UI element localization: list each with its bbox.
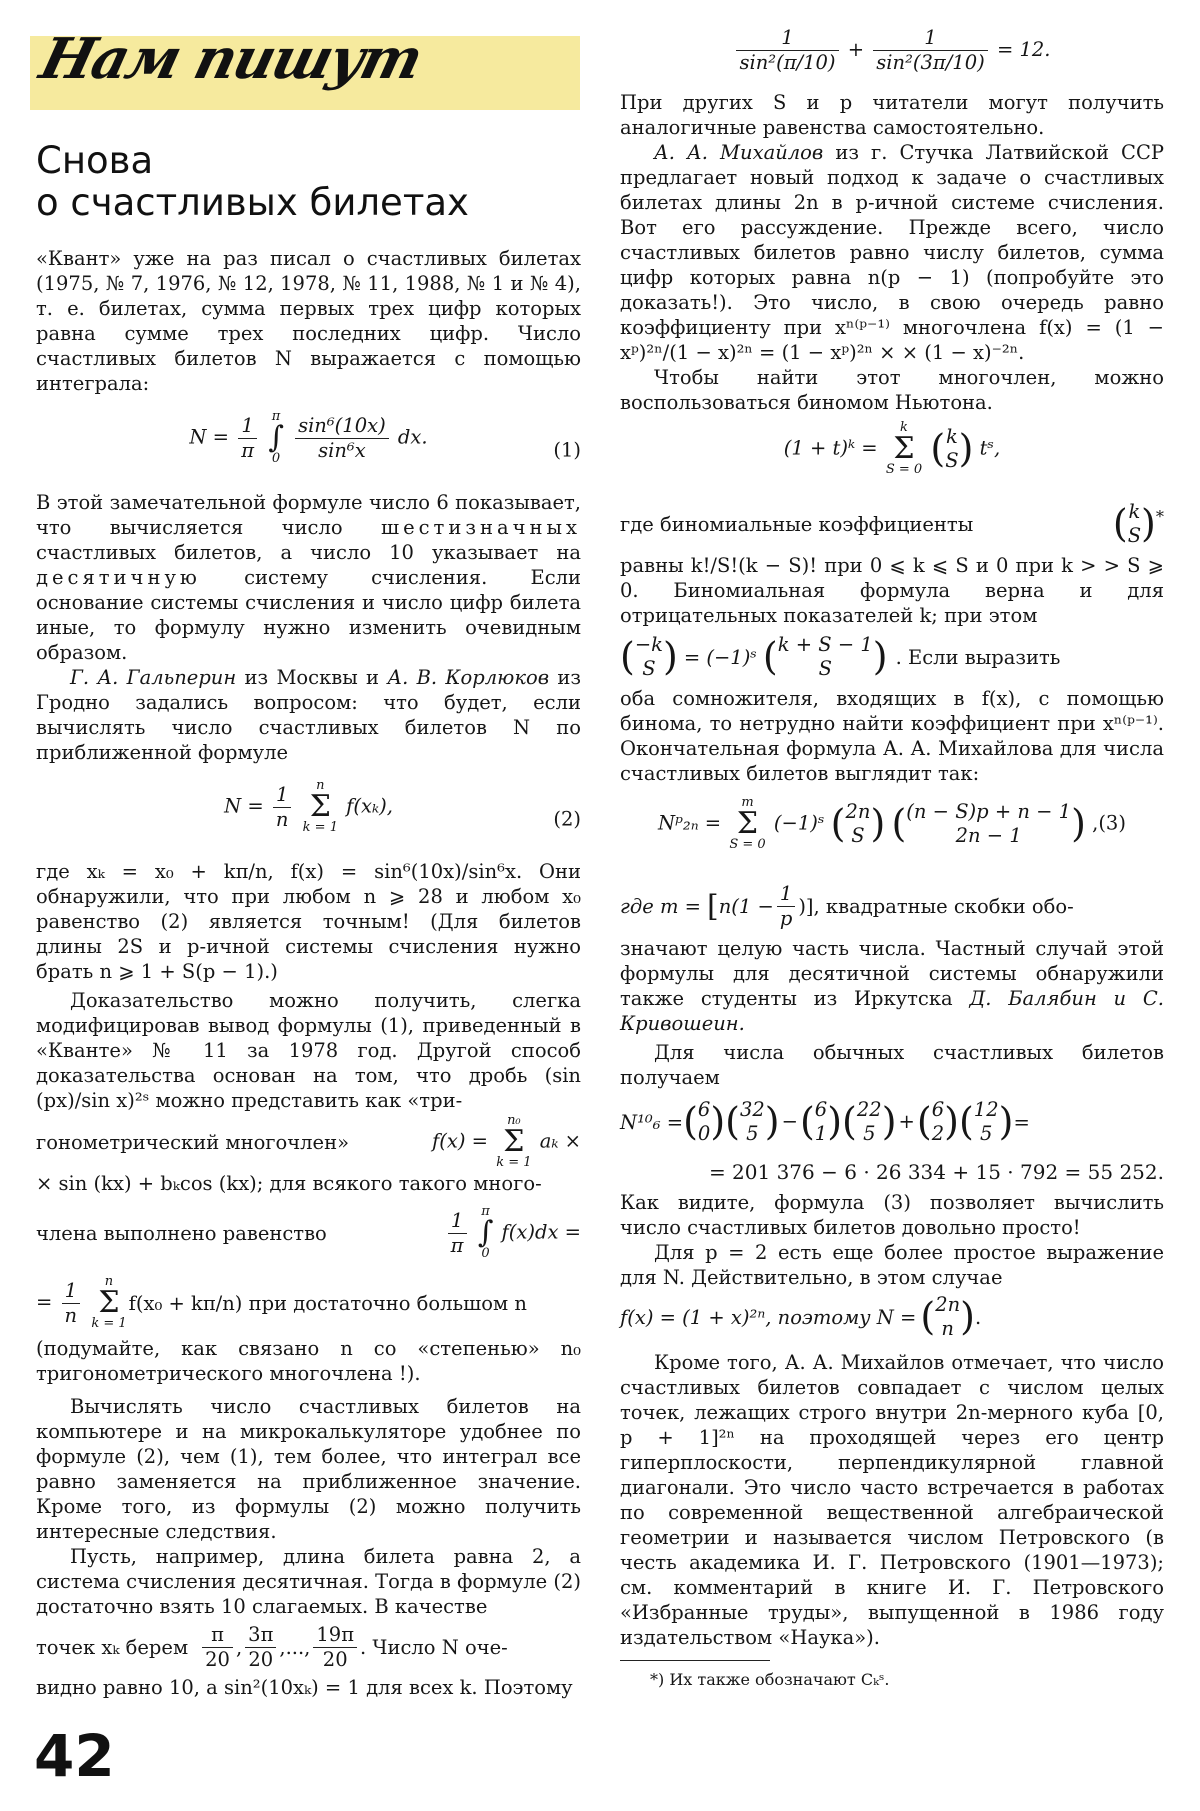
paragraph-hint: (подумайте, как связано n со «степенью» n₀ тригонометрического многочлена !).: [36, 1337, 581, 1385]
paragraph-final-formula-intro: оба сомножителя, входящих в f(x), с помощью бинома, то нетрудно найти коэффициент при xⁿ⁽ᵖ⁻¹⁾. Окончательная формула А. А. Михайлова для числа счастливых билетов выглядит так:: [620, 687, 1164, 785]
equation-binomial: (1 + t)ᵏ = k Σ S = 0 ( k S ) tˢ,: [783, 420, 1001, 477]
equation-count: N¹⁰₆ = ( 6 0 )( 32 5 ) −( 6 1 )( 22 5 ) +( 6 2 )( 12 5 ) =: [620, 1098, 1030, 1145]
paragraph-finding: где xₖ = x₀ + kπ/n, f(x) = sin⁶(10x)/sin⁶x. Они обнаружили, что при любом n ⩾ 28 и любом x₀ равенство (2) является точным! (Для билетов длины 2S и p-ичной системы счисления нужно брать n ⩾ 1 + S(p − 1).): [36, 860, 581, 983]
paragraph-p2: Для p = 2 есть еще более простое выражение для N. Действительно, в этом случае: [620, 1241, 1164, 1289]
riemann-sum-line: = $\frac{1}{n}$ n Σ k = 1 f(x₀ + kπ/n) при достаточно большом n: [36, 1274, 527, 1331]
binomial-coefficient: ( 12 5 ): [958, 1098, 1014, 1145]
sum-sign: n Σ k = 1: [91, 1274, 127, 1331]
equation-number-2: (2): [553, 807, 581, 831]
points-line: точек xₖ берем $\frac{\pi}{20}$ , $\frac{3\pi}{20}$ ,..., $\frac{19\pi}{20}$ . Число N оче-: [36, 1622, 508, 1671]
integral-equality-line: члена выполнено равенство $\frac{1}{\pi}$ π ∫ 0 f(x)dx =: [36, 1204, 581, 1261]
rubric-handwritten-title: Нам пишут: [33, 26, 428, 92]
paragraph-example: Пусть, например, длина билета равна 2, а система счисления десятичная. Тогда в формуле (2) достаточно взять 10 слагаемых. В качестве: [36, 1545, 581, 1618]
binomial-coefficient: ( 22 5 ): [842, 1098, 897, 1145]
integral-sign: π ∫ 0: [477, 1204, 494, 1261]
trig-polynomial-line: гонометрический многочлен» f(x) = n₀ Σ k = 1 aₖ ×: [36, 1113, 581, 1170]
equation-number-3: ,(3): [1092, 811, 1126, 835]
article-title: [36, 140, 581, 224]
left-column: [36, 246, 581, 1700]
equation-sum-12: $\frac{1}{\text{sin²(π/10)}}$ + $\frac{1}{\text{sin²(3π/10)}}$ = 12.: [620, 26, 1164, 86]
paragraph-newton: Чтобы найти этот многочлен, можно воспользоваться биномом Ньютона.: [620, 366, 1164, 414]
binomial-coefficient: ( 6 2 ): [916, 1098, 959, 1145]
sum-sign: k Σ S = 0: [885, 420, 923, 477]
paragraph-example-end: видно равно 10, а sin²(10xₖ) = 1 для всех k. Поэтому: [36, 1676, 573, 1699]
term-sign: −: [781, 1109, 798, 1133]
sum-sign: m Σ S = 0: [729, 795, 766, 852]
binomial-coefficient: ( 32 5 ): [725, 1098, 780, 1145]
footnote-divider: [620, 1660, 770, 1661]
equation-count-result: = 201 376 − 6 · 26 334 + 15 · 792 = 55 252.: [708, 1160, 1164, 1184]
paragraph-proof: Доказательство можно получить, слегка модифицировав вывод формулы (1), приведенный в «Кванте» № 11 за 1978 год. Другой способ доказательства основан на том, что дробь (sin (px)/sin x)²ˢ можно представить как «три-: [36, 989, 581, 1112]
paragraph-other-values: При других S и p читатели могут получить аналогичные равенства самостоятельно.: [620, 91, 1164, 139]
binomial-coefficient: ( k S ): [930, 425, 974, 472]
integer-part-line: где m = [ n(1 − $\frac{1}{p}$ )] , квадратные скобки обо-: [620, 881, 1074, 930]
binomial-coefficient: ( 6 0 ): [683, 1098, 726, 1145]
binomial-terms: [683, 1098, 1013, 1146]
equation-2: N = $\frac{1}{n}$ n Σ k = 1 f(xₖ), (2): [224, 778, 581, 835]
binomial-coefficient: ( k S )*: [1112, 500, 1164, 547]
page-number: 42: [34, 1722, 115, 1790]
paragraph-integer-part: значают целую часть числа. Частный случай этой формулы для десятичной системы обнаружили также студенты из Иркутска Д. Балябин и С. Кривошеин.: [620, 937, 1164, 1035]
title-line-2: о счастливых билетах: [36, 181, 469, 224]
binomial-coefficient: ( 6 1 ): [799, 1098, 843, 1145]
term-sign: +: [898, 1109, 915, 1133]
equation-3: Nᵖ₂ₙ = m Σ S = 0 (−1)ˢ ( 2n S ) ( (n − S)p + n − 1 2n − 1 ) ,(3): [658, 795, 1126, 852]
paragraph-intro: «Квант» уже на раз писал о счастливых билетах (1975, № 7, 1976, № 12, 1978, № 11, 1988, № 1 и № 4), т. е. билетах, сумма первых трех цифр которых равна сумме трех последних цифр. Число счастливых билетов N выражается с помощью интеграла:: [36, 247, 581, 395]
paragraph-formula-explanation: В этой замечательной формуле число 6 показывает, что вычисляется число шестизначных счастливых билетов, а число 10 указывает на десятичную систему счисления. Если основание системы счисления и число цифр билета иные, то формулу нужно изменить очевидным образом.: [36, 491, 582, 664]
binomial-coeff-line: где биномиальные коэффициенты ( k S )*: [620, 500, 1164, 547]
paragraph-galperin: Г. А. Гальперин из Москвы и А. В. Корлюков из Гродно задались вопросом: что будет, если вычислять число счастливых билетов N по приближенной формуле: [36, 666, 581, 764]
sum-sign: n₀ Σ k = 1: [496, 1113, 532, 1170]
paragraph-mikhailov: А. А. Михайлов из г. Стучка Латвийской ССР предлагает новый подход к задаче о счастливых билетах длины 2n в p-ичной системе счисления. Вот его рассуждение. Прежде всего, число счастливых билетов равно числу билетов, сумма цифр которых равна n(p − 1) (попробуйте это доказать!). Это число, в свою очередь равно коэффициенту при xⁿ⁽ᵖ⁻¹⁾ многочлена f(x) = (1 − xᵖ)²ⁿ/(1 − x)²ⁿ = (1 − xᵖ)²ⁿ × × (1 − x)⁻²ⁿ.: [620, 141, 1164, 364]
paragraph-conclusion: Как видите, формула (3) позволяет вычислить число счастливых билетов довольно просто!: [620, 1191, 1164, 1239]
integral-sign: π ∫ 0: [268, 409, 284, 466]
right-column: [620, 26, 1164, 1692]
paragraph-computer: Вычислять число счастливых билетов на компьютере и на микрокалькуляторе удобнее по формуле (2), чем (1), тем более, что интеграл все равно заменяется на приближенное значение. Кроме того, из формулы (2) можно получить интересные следствия.: [36, 1395, 581, 1543]
negative-binomial-line: ( −k S ) = (−1)ˢ ( k + S − 1 S ) . Если выразить: [620, 633, 1061, 680]
paragraph-binomial-values: равны k!/S!(k − S)! при 0 ⩽ k ⩽ S и 0 при k > > S ⩾ 0. Биномиальная формула верна и для отрицательных показателей k; при этом: [620, 554, 1164, 627]
sum-sign: n Σ k = 1: [302, 778, 338, 835]
equation-number-1: (1): [553, 438, 581, 462]
paragraph-ordinary-tickets: Для числа обычных счастливых билетов получаем: [620, 1041, 1164, 1089]
paragraph-petrovsky: Кроме того, А. А. Михайлов отмечает, что число счастливых билетов совпадает с числом целых точек, лежащих строго внутри 2n-мерного куба [0, p + 1]²ⁿ на проходящей через его центр гиперплоскости, перпендикулярной главной диагонали. Это число часто встречается в работах по современной вещественной алгебраической геометрии и называется числом Петровского (в честь академика И. Г. Петровского (1901—1973); см. комментарий в книге И. Г. Петровского «Избранные труды», выпущенной в 1986 году издательством «Наука»).: [620, 1351, 1164, 1649]
p2-formula-line: f(x) = (1 + x)²ⁿ, поэтому N = ( 2n n ) .: [620, 1293, 982, 1340]
equation-1: N = $\frac{1}{\pi}$ π ∫ 0 $\frac{\text{sin⁶(10x)}}{\text{sin⁶x}}$ dx. (1): [189, 409, 581, 466]
title-line-1: Снова: [36, 139, 154, 182]
footnote: *) Их также обозначают Cₖˢ.: [650, 1670, 890, 1689]
paragraph-proof-cont: × sin (kx) + bₖcos (kx); для всякого такого много-: [36, 1172, 542, 1195]
